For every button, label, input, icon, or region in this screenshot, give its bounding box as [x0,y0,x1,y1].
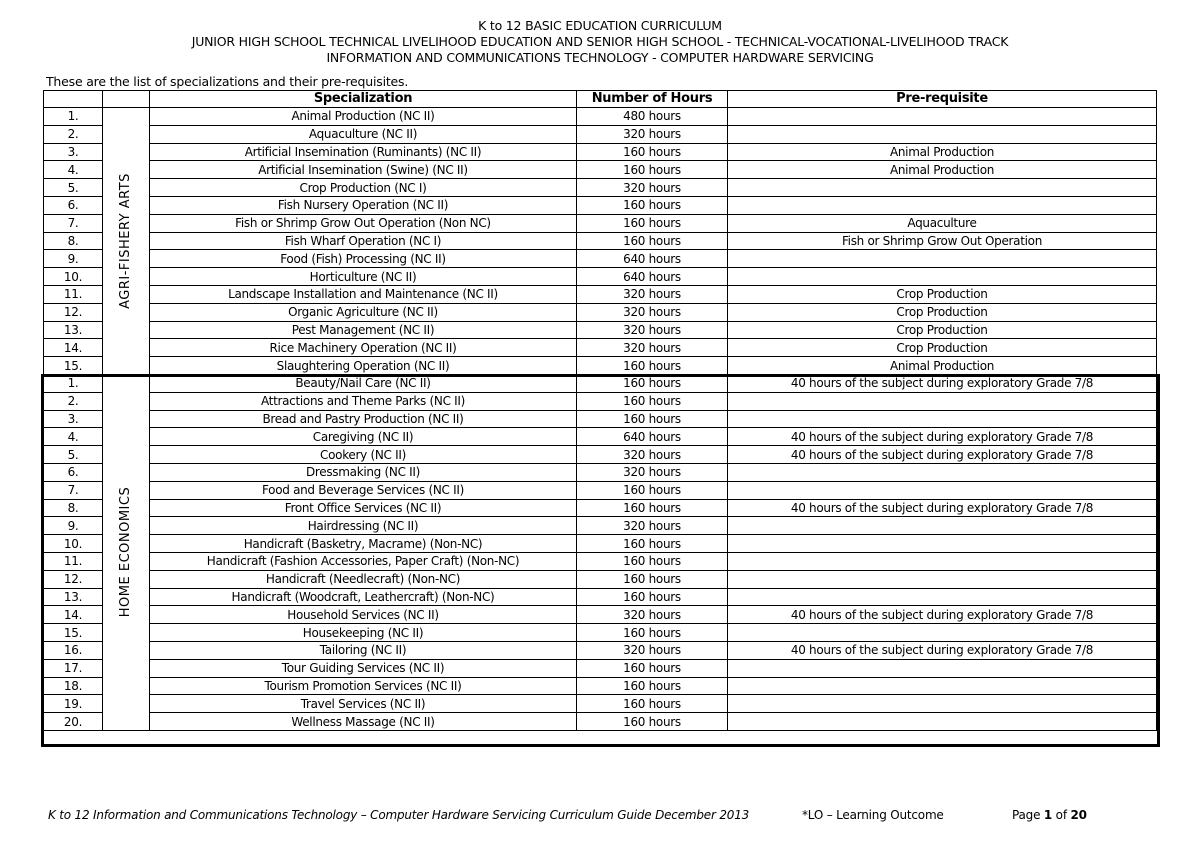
prerequisite-cell [728,552,1157,570]
header-prerequisite: Pre-requisite [728,91,1157,108]
table-row [44,695,1157,713]
hours-cell: 160 hours [577,677,728,695]
row-number: 5. [44,179,103,197]
prerequisite-cell: 40 hours of the subject during exploratory Grade 7/8 [728,641,1157,659]
row-number: 14. [44,606,103,624]
table-row [44,517,1157,535]
specialization-cell: Front Office Services (NC II) [150,499,577,517]
specialization-cell: Hairdressing (NC II) [150,517,577,535]
table-row [44,570,1157,588]
specialization-cell: Housekeeping (NC II) [150,624,577,642]
row-number: 6. [44,463,103,481]
row-number: 7. [44,214,103,232]
prerequisite-cell [728,268,1157,286]
table-row [44,463,1157,481]
hours-cell: 160 hours [577,695,728,713]
row-number: 14. [44,339,103,357]
table-row [44,268,1157,286]
document-header [0,18,1200,66]
table-row [44,161,1157,179]
hours-cell: 320 hours [577,517,728,535]
row-number: 12. [44,303,103,321]
hours-cell: 160 hours [577,659,728,677]
home-economics-rows [44,375,1157,731]
prerequisite-cell [728,250,1157,268]
row-number: 13. [44,588,103,606]
header-line-3: INFORMATION AND COMMUNICATIONS TECHNOLOGY - COMPUTER HARDWARE SERVICING [326,50,874,65]
specialization-cell: Slaughtering Operation (NC II) [150,357,577,375]
header-number-of-hours: Number of Hours [577,91,728,108]
specialization-cell: Tour Guiding Services (NC II) [150,659,577,677]
specialization-cell: Aquaculture (NC II) [150,125,577,143]
row-number: 9. [44,517,103,535]
prerequisite-cell: Crop Production [728,339,1157,357]
table-row [44,375,1157,393]
category-label: AGRI-FISHERY ARTS [118,173,133,309]
prerequisite-cell: Fish or Shrimp Grow Out Operation [728,232,1157,250]
hours-cell: 640 hours [577,268,728,286]
table-row [44,303,1157,321]
prerequisite-cell: Crop Production [728,303,1157,321]
specialization-cell: Caregiving (NC II) [150,428,577,446]
row-number: 5. [44,446,103,464]
row-number: 2. [44,125,103,143]
table-row [44,232,1157,250]
row-number: 13. [44,321,103,339]
specialization-cell: Horticulture (NC II) [150,268,577,286]
table-row [44,428,1157,446]
prerequisite-cell: Animal Production [728,161,1157,179]
row-number: 1. [44,375,103,393]
row-number: 9. [44,250,103,268]
category-cell [103,375,150,731]
footer-guide-title: K to 12 Information and Communications Technology – Computer Hardware Servicing Curriculum Guide December 2013 [48,808,750,822]
page-of: of [1055,808,1067,822]
table-row [44,659,1157,677]
table-row [44,535,1157,553]
row-number: 12. [44,570,103,588]
specialization-cell: Tourism Promotion Services (NC II) [150,677,577,695]
table-row [44,677,1157,695]
hours-cell: 160 hours [577,570,728,588]
category-label: HOME ECONOMICS [118,487,133,618]
row-number: 3. [44,143,103,161]
prerequisite-cell [728,108,1157,126]
specialization-cell: Cookery (NC II) [150,446,577,464]
table-row [44,713,1157,731]
prerequisite-cell [728,659,1157,677]
hours-cell: 160 hours [577,713,728,731]
specialization-cell: Handicraft (Woodcraft, Leathercraft) (Non-NC) [150,588,577,606]
table-row [44,641,1157,659]
hours-cell: 160 hours [577,357,728,375]
table-row [44,552,1157,570]
hours-cell: 160 hours [577,232,728,250]
specialization-cell: Animal Production (NC II) [150,108,577,126]
hours-cell: 160 hours [577,535,728,553]
specialization-cell: Travel Services (NC II) [150,695,577,713]
row-number: 16. [44,641,103,659]
page-total: 20 [1070,808,1087,822]
row-number: 4. [44,161,103,179]
header-line-1: K to 12 BASIC EDUCATION CURRICULUM [478,18,722,33]
hours-cell: 320 hours [577,463,728,481]
prerequisite-cell [728,695,1157,713]
agri-fishery-rows [44,108,1157,375]
prerequisite-cell [728,713,1157,731]
hours-cell: 160 hours [577,499,728,517]
prerequisite-cell: 40 hours of the subject during exploratory Grade 7/8 [728,428,1157,446]
hours-cell: 160 hours [577,410,728,428]
prerequisite-cell: 40 hours of the subject during exploratory Grade 7/8 [728,375,1157,393]
row-number: 3. [44,410,103,428]
hours-cell: 160 hours [577,196,728,214]
specialization-cell: Food and Beverage Services (NC II) [150,481,577,499]
hours-cell: 480 hours [577,108,728,126]
specialization-cell: Tailoring (NC II) [150,641,577,659]
row-number: 18. [44,677,103,695]
hours-cell: 160 hours [577,588,728,606]
header-number-cell [44,91,103,108]
row-number: 19. [44,695,103,713]
row-number: 11. [44,285,103,303]
table-row [44,179,1157,197]
table-header-row [44,91,1157,108]
prerequisite-cell [728,179,1157,197]
specialization-cell: Crop Production (NC I) [150,179,577,197]
prerequisite-cell: 40 hours of the subject during exploratory Grade 7/8 [728,606,1157,624]
prerequisite-cell: Animal Production [728,143,1157,161]
specialization-cell: Rice Machinery Operation (NC II) [150,339,577,357]
specialization-cell: Beauty/Nail Care (NC II) [150,375,577,393]
table-row [44,285,1157,303]
row-number: 8. [44,232,103,250]
hours-cell: 320 hours [577,285,728,303]
prerequisite-cell [728,677,1157,695]
table-row [44,196,1157,214]
prerequisite-cell: 40 hours of the subject during exploratory Grade 7/8 [728,446,1157,464]
table-row [44,214,1157,232]
hours-cell: 160 hours [577,481,728,499]
table-row [44,339,1157,357]
table-row [44,250,1157,268]
specialization-cell: Organic Agriculture (NC II) [150,303,577,321]
specialization-cell: Artificial Insemination (Ruminants) (NC II) [150,143,577,161]
table-row [44,588,1157,606]
row-number: 6. [44,196,103,214]
row-number: 15. [44,357,103,375]
prerequisite-cell [728,125,1157,143]
prerequisite-cell: 40 hours of the subject during exploratory Grade 7/8 [728,499,1157,517]
hours-cell: 320 hours [577,606,728,624]
prerequisite-cell: Crop Production [728,285,1157,303]
header-line-2: JUNIOR HIGH SCHOOL TECHNICAL LIVELIHOOD EDUCATION AND SENIOR HIGH SCHOOL - TECHNICAL-VOCATIONAL-LIVELIHOOD TRACK [191,34,1009,49]
hours-cell: 640 hours [577,428,728,446]
hours-cell: 160 hours [577,143,728,161]
specialization-cell: Pest Management (NC II) [150,321,577,339]
hours-cell: 320 hours [577,321,728,339]
row-number: 15. [44,624,103,642]
row-number: 2. [44,392,103,410]
row-number: 10. [44,535,103,553]
hours-cell: 160 hours [577,161,728,179]
row-number: 20. [44,713,103,731]
specialization-cell: Fish Wharf Operation (NC I) [150,232,577,250]
prerequisite-cell [728,588,1157,606]
page-label: Page [1012,808,1041,822]
hours-cell: 320 hours [577,446,728,464]
table-row [44,143,1157,161]
specialization-cell: Fish Nursery Operation (NC II) [150,196,577,214]
table-row [44,624,1157,642]
prerequisite-cell [728,392,1157,410]
header-specialization: Specialization [150,91,577,108]
table-row [44,392,1157,410]
header-category-cell [103,91,150,108]
row-number: 4. [44,428,103,446]
specialization-cell: Handicraft (Needlecraft) (Non-NC) [150,570,577,588]
table-row [44,481,1157,499]
table-row [44,108,1157,126]
prerequisite-cell [728,535,1157,553]
prerequisite-cell [728,410,1157,428]
hours-cell: 320 hours [577,303,728,321]
table-row [44,321,1157,339]
table-row [44,446,1157,464]
specialization-cell: Fish or Shrimp Grow Out Operation (Non NC) [150,214,577,232]
table-row [44,125,1157,143]
specialization-cell: Artificial Insemination (Swine) (NC II) [150,161,577,179]
hours-cell: 640 hours [577,250,728,268]
row-number: 11. [44,552,103,570]
prerequisite-cell: Aquaculture [728,214,1157,232]
prerequisite-cell [728,463,1157,481]
category-cell [103,108,150,375]
row-number: 1. [44,108,103,126]
page-current: 1 [1043,808,1053,822]
specialization-cell: Food (Fish) Processing (NC II) [150,250,577,268]
hours-cell: 320 hours [577,179,728,197]
footer-lo-note: *LO – Learning Outcome [802,808,944,822]
hours-cell: 320 hours [577,641,728,659]
hours-cell: 160 hours [577,375,728,393]
row-number: 17. [44,659,103,677]
specialization-cell: Dressmaking (NC II) [150,463,577,481]
hours-cell: 160 hours [577,624,728,642]
intro-text: These are the list of specializations and their pre-requisites. [46,74,409,89]
table-row [44,410,1157,428]
specialization-cell: Handicraft (Fashion Accessories, Paper Craft) (Non-NC) [150,552,577,570]
table-row [44,499,1157,517]
table-row [44,357,1157,375]
specialization-cell: Wellness Massage (NC II) [150,713,577,731]
hours-cell: 320 hours [577,125,728,143]
prerequisite-cell [728,570,1157,588]
row-number: 8. [44,499,103,517]
prerequisite-cell [728,517,1157,535]
prerequisite-cell: Crop Production [728,321,1157,339]
hours-cell: 320 hours [577,339,728,357]
prerequisite-cell [728,624,1157,642]
prerequisite-cell: Animal Production [728,357,1157,375]
hours-cell: 160 hours [577,552,728,570]
specialization-cell: Attractions and Theme Parks (NC II) [150,392,577,410]
specialization-cell: Bread and Pastry Production (NC II) [150,410,577,428]
prerequisite-cell [728,196,1157,214]
table-row [44,606,1157,624]
hours-cell: 160 hours [577,392,728,410]
hours-cell: 160 hours [577,214,728,232]
specialization-cell: Handicraft (Basketry, Macrame) (Non-NC) [150,535,577,553]
row-number: 10. [44,268,103,286]
prerequisite-cell [728,481,1157,499]
row-number: 7. [44,481,103,499]
specialization-cell: Landscape Installation and Maintenance (NC II) [150,285,577,303]
footer-page-number [1012,808,1087,822]
specialization-cell: Household Services (NC II) [150,606,577,624]
home-economics-table [43,374,1157,731]
agri-fishery-table [43,90,1157,375]
